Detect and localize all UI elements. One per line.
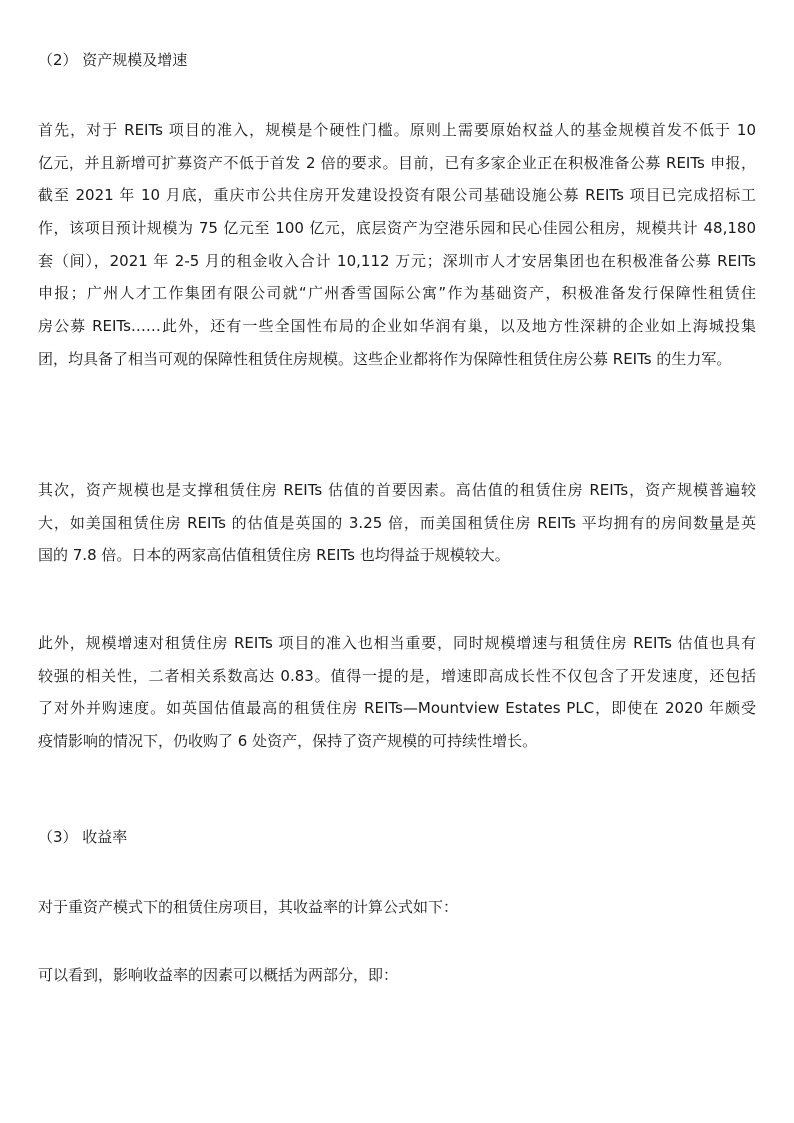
paragraph-line: 首先，对于 REITs 项目的准入，规模是个硬性门槛。原则上需要原始权益人的基金规模首发不低于 10	[38, 121, 756, 139]
paragraph-line: 了对外并购速度。如英国估值最高的租赁住房 REITs—Mountview Estates PLC，即使在 2020 年颇受	[38, 699, 756, 718]
paragraph-growth-rate	[38, 627, 756, 758]
paragraph-line: 申报；广州人才工作集团有限公司就“广州香雪国际公寓”作为基础资产，积极准备发行保障性租赁住	[38, 284, 756, 303]
paragraph-line: 疫情影响的情况下，仍收购了 6 处资产，保持了资产规模的可持续性增长。	[38, 732, 538, 751]
paragraph-line: 其次，资产规模也是支撑租赁住房 REITs 估值的首要因素。高估值的租赁住房 REITs，资产规模普遍较	[38, 481, 756, 499]
paragraph-line: 作，该项目预计规模为 75 亿元至 100 亿元，底层资产为空港乐园和民心佳园公租房，规模共计 48,180	[38, 219, 756, 238]
paragraph-valuation-factor	[38, 474, 756, 572]
section-heading-yield: （3） 收益率	[38, 828, 128, 846]
paragraph-line: 套（间），2021 年 2-5 月的租金收入合计 10,112 万元；深圳市人才安居集团也在积极准备公募 REITs	[38, 251, 756, 270]
paragraph-line: 截至 2021 年 10 月底，重庆市公共住房开发建设投资有限公司基础设施公募 REITs 项目已完成招标工	[38, 186, 756, 205]
paragraph-line: 此外，规模增速对租赁住房 REITs 项目的准入也相当重要，同时规模增速与租赁住房 REITs 估值也具有	[38, 634, 756, 652]
paragraph-line: 团，均具备了相当可观的保障性租赁住房规模。这些企业都将作为保障性租赁住房公募 REITs 的生力军。	[38, 349, 732, 368]
section-heading-asset-scale: （2） 资产规模及增速	[38, 51, 188, 69]
paragraph-line: 大，如美国租赁住房 REITs 的估值是英国的 3.25 倍，而美国租赁住房 REITs 平均拥有的房间数量是英	[38, 513, 756, 532]
paragraph-line: 国的 7.8 倍。日本的两家高估值租赁住房 REITs 也均得益于规模较大。	[38, 546, 510, 565]
paragraph-line: 房公募 REITs……此外，还有一些全国性布局的企业如华润有巢，以及地方性深耕的企业如上海城投集	[38, 317, 756, 336]
paragraph-line: 较强的相关性，二者相关系数高达 0.83。值得一提的是，增速即高成长性不仅包含了开发速度，还包括	[38, 666, 756, 685]
paragraph-yield-formula: 对于重资产模式下的租赁住房项目，其收益率的计算公式如下：	[38, 898, 459, 916]
paragraph-scale-threshold	[38, 114, 756, 376]
paragraph-yield-factors: 可以看到，影响收益率的因素可以概括为两部分，即：	[38, 966, 399, 984]
paragraph-line: 亿元，并且新增可扩募资产不低于首发 2 倍的要求。目前，已有多家企业正在积极准备公募 REITs 申报，	[38, 153, 756, 172]
